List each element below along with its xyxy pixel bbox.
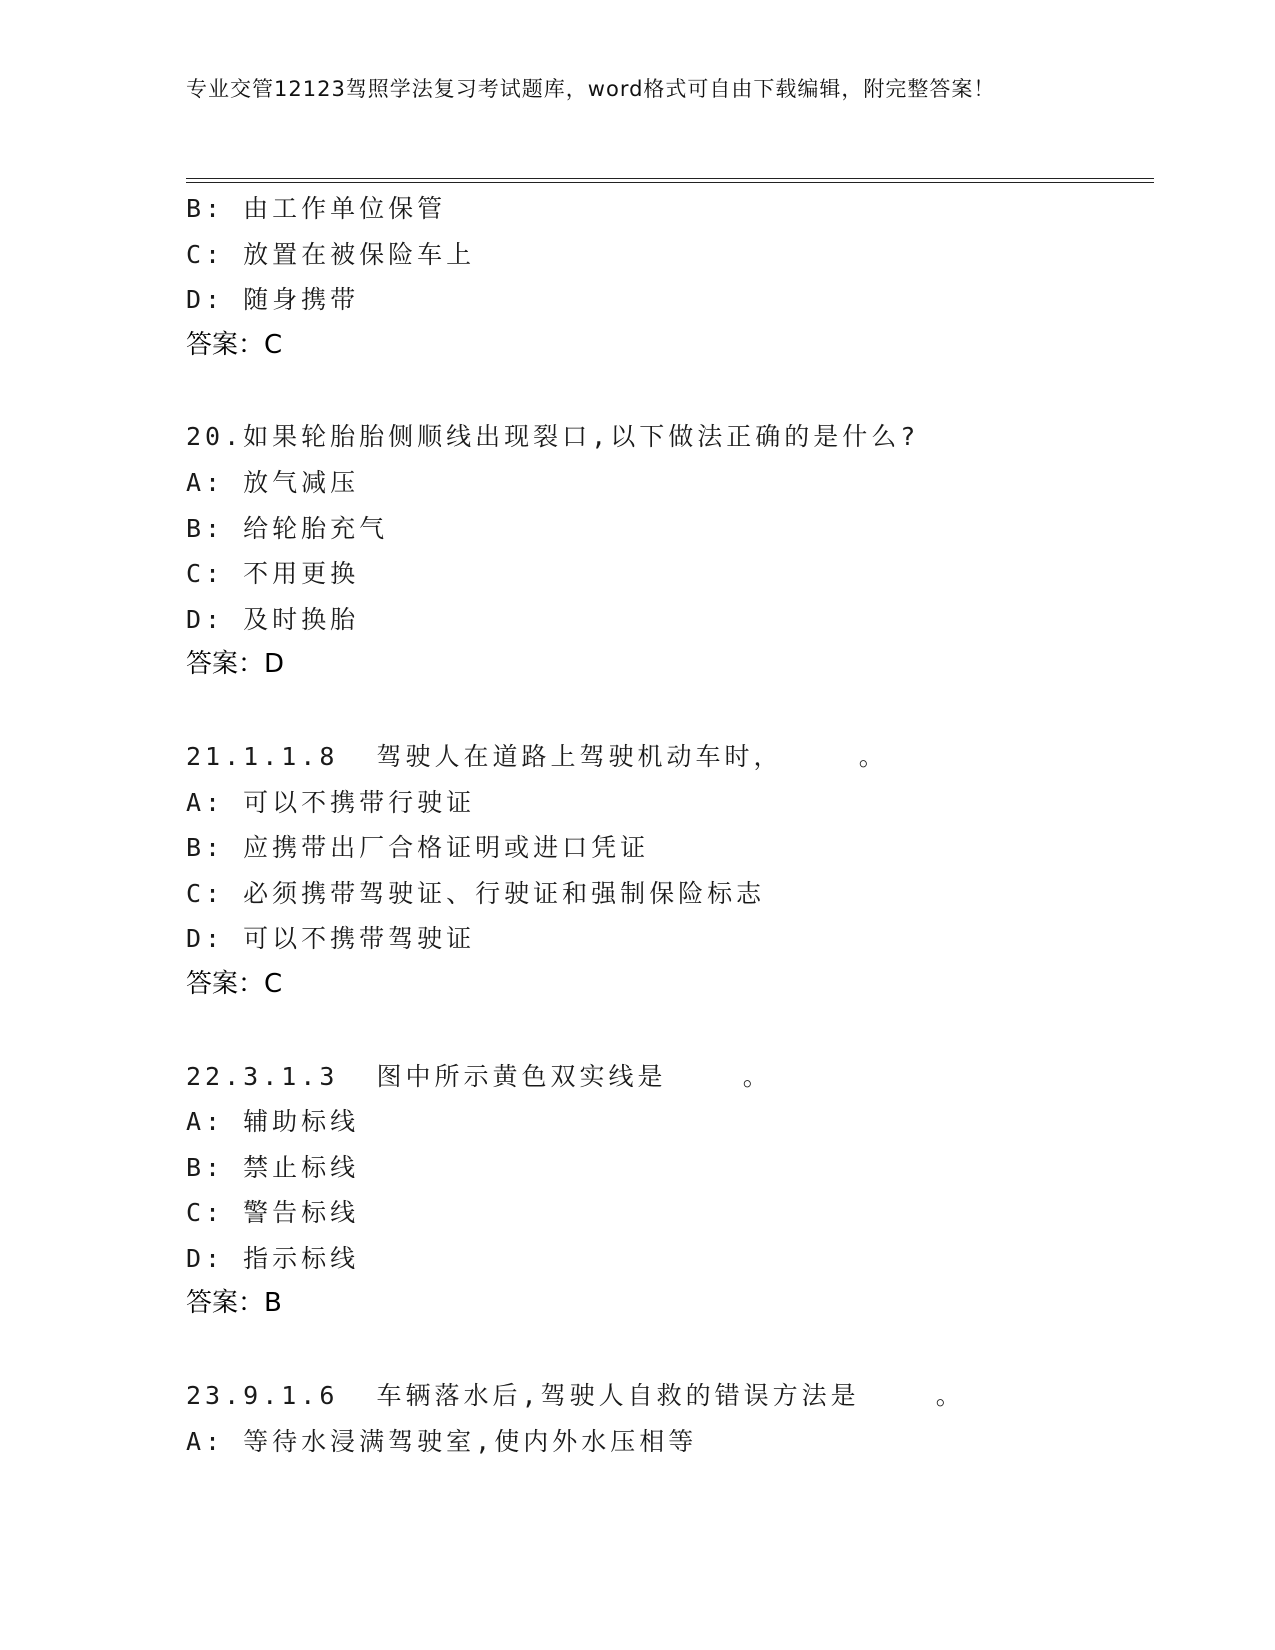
question-line: 22.3.1.3 图中所示黄色双实线是 。 [186,1061,772,1091]
option-line: B: 给轮胎充气 [186,513,389,543]
option-line: C: 警告标线 [186,1198,360,1228]
option-line: B: 应携带出厂合格证明或进口凭证 [186,833,650,863]
header-rule-bottom [186,182,1154,183]
option-line: B: 禁止标线 [186,1152,360,1182]
page-header: 专业交管12123驾照学法复习考试题库，word格式可自由下载编辑，附完整答案！ [186,77,996,101]
option-line: D: 可以不携带驾驶证 [186,924,476,954]
spacer [186,1008,1146,1054]
option-line: C: 必须携带驾驶证、行驶证和强制保险标志 [186,878,766,908]
option-line: B: 由工作单位保管 [186,194,447,223]
spacer [186,1327,1146,1373]
option-line: D: 随身携带 [186,285,360,315]
answer-line: 答案：C [186,968,283,999]
option-line: A: 等待水浸满驾驶室,使内外水压相等 [186,1426,698,1456]
option-line: D: 及时换胎 [186,604,360,634]
option-line: A: 可以不携带行驶证 [186,787,476,817]
spacer [186,368,1146,414]
spacer [186,688,1146,734]
option-line: C: 放置在被保险车上 [186,239,476,269]
question-line: 23.9.1.6 车辆落水后,驾驶人自救的错误方法是 。 [186,1381,965,1411]
answer-line: 答案：D [186,649,285,680]
option-line: A: 辅助标线 [186,1107,360,1137]
option-line: D: 指示标线 [186,1243,360,1273]
option-line: A: 放气减压 [186,467,360,497]
answer-line: 答案：B [186,1288,282,1319]
question-line: 21.1.1.8 驾驶人在道路上驾驶机动车时， 。 [186,741,888,771]
question-list [186,186,1146,1464]
answer-line: 答案：C [186,329,283,360]
option-line: C: 不用更换 [186,559,360,589]
header-rule-top [186,178,1154,179]
question-line: 20.如果轮胎胎侧顺线出现裂口,以下做法正确的是什么? [186,422,920,452]
